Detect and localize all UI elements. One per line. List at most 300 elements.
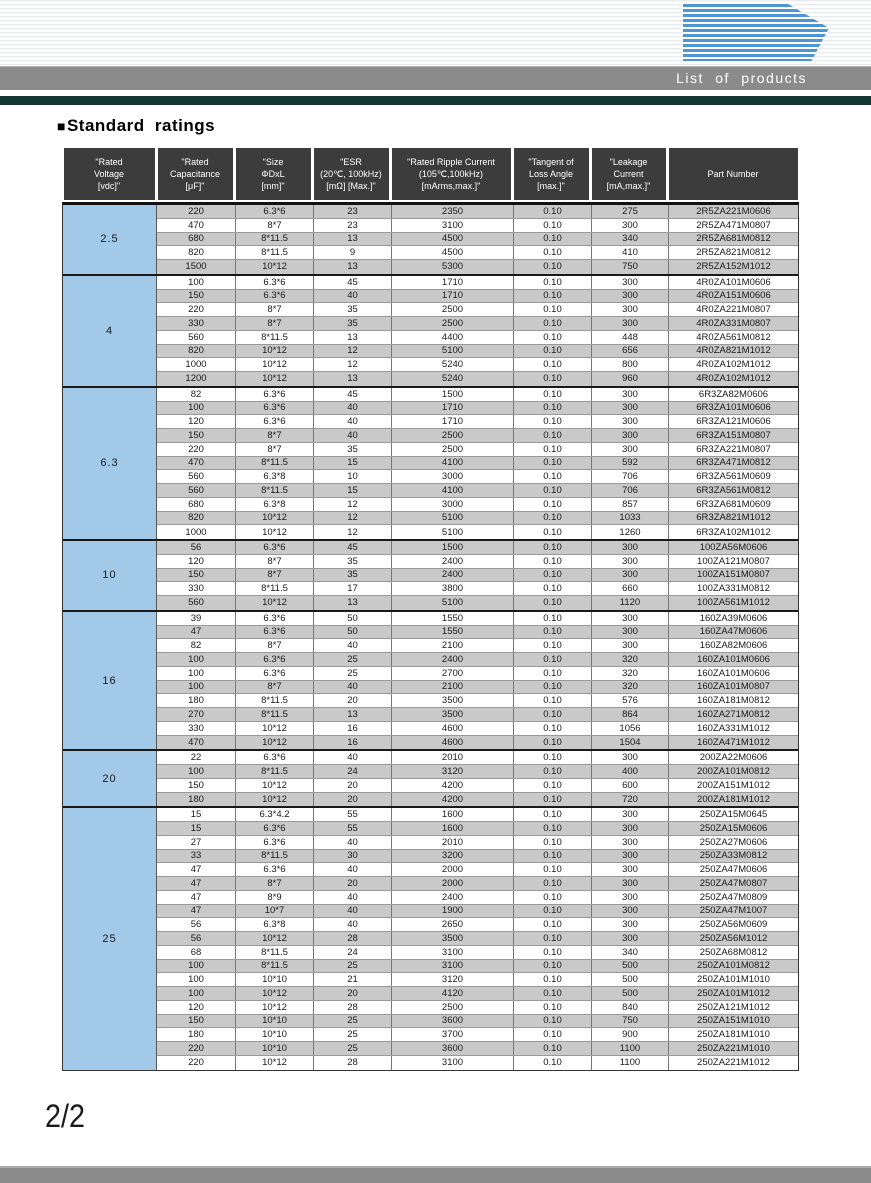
table-cell: 2000 <box>391 877 513 890</box>
table-cell: 160ZA331M1012 <box>668 722 798 735</box>
table-cell: 2100 <box>391 639 513 652</box>
table-cell: 10*12 <box>235 779 313 792</box>
table-cell: 1000 <box>185 359 207 371</box>
table-row <box>157 205 798 219</box>
table-cell: 0.10 <box>513 582 591 595</box>
table-cell: 0.10 <box>513 722 591 735</box>
table-cell: 320 <box>591 667 668 680</box>
table-cell: 0.10 <box>513 918 591 931</box>
table-cell: 4R0ZA331M0807 <box>668 317 798 330</box>
table-cell: 0.10 <box>513 736 591 750</box>
table-cell: 750 <box>591 1015 668 1028</box>
table-cell: 0.10 <box>513 1028 591 1041</box>
table-cell: 0.10 <box>513 639 591 652</box>
table-cell: 320 <box>591 653 668 666</box>
table-cell: 560 <box>188 484 204 496</box>
table-cell: 28 <box>313 1056 391 1070</box>
table-cell: 300 <box>591 555 668 568</box>
table-cell: 1710 <box>391 415 513 428</box>
table-cell: 4200 <box>391 779 513 792</box>
table-cell: 300 <box>591 415 668 428</box>
table-cell: 35 <box>313 443 391 456</box>
table-cell: 160ZA181M0812 <box>668 694 798 707</box>
table-cell: 0.10 <box>513 498 591 511</box>
table-cell: 0.10 <box>513 626 591 639</box>
table-cell: 2R5ZA821M0812 <box>668 246 798 259</box>
table-cell: 220 <box>188 304 204 316</box>
table-cell: 8*7 <box>235 569 313 582</box>
voltage-cell: 10 <box>63 541 157 610</box>
table-cell: 1504 <box>591 736 668 750</box>
table-cell: 6.3*6 <box>235 751 313 764</box>
table-cell: 0.10 <box>513 708 591 721</box>
table-cell: 10*12 <box>235 736 313 750</box>
table-cell: 2400 <box>391 891 513 904</box>
table-cell: 1100 <box>591 1056 668 1070</box>
table-cell: 0.10 <box>513 765 591 778</box>
table-cell: 250ZA27M0606 <box>668 836 798 849</box>
table-row <box>157 850 798 864</box>
table-cell: 0.10 <box>513 443 591 456</box>
column-header-tangent-loss-angle: "Tangent of Loss Angle [max.]" <box>512 148 590 200</box>
table-cell: 6R3ZA151M0807 <box>668 429 798 442</box>
table-cell: 55 <box>313 808 391 821</box>
table-cell: 4R0ZA821M1012 <box>668 345 798 358</box>
table-cell: 8*11.5 <box>235 694 313 707</box>
table-cell: 15 <box>190 822 202 834</box>
table-cell: 3000 <box>391 470 513 483</box>
table-cell: 6.3*6 <box>235 402 313 415</box>
table-row <box>157 429 798 443</box>
table-row <box>157 470 798 484</box>
table-cell: 40 <box>313 905 391 918</box>
table-cell: 20 <box>313 987 391 1000</box>
table-cell: 0.10 <box>513 850 591 863</box>
table-cell: 6.3*6 <box>235 388 313 401</box>
table-cell: 0.10 <box>513 1042 591 1055</box>
table-cell: 300 <box>591 317 668 330</box>
table-cell: 0.10 <box>513 303 591 316</box>
table-cell: 2700 <box>391 667 513 680</box>
table-cell: 500 <box>591 960 668 973</box>
table-row <box>157 793 798 807</box>
table-cell: 160ZA271M0812 <box>668 708 798 721</box>
table-row <box>157 918 798 932</box>
table-cell: 250ZA15M0645 <box>668 808 798 821</box>
table-cell: 150 <box>188 779 204 791</box>
table-row <box>157 569 798 583</box>
table-cell: 47 <box>190 864 202 876</box>
table-cell: 20 <box>313 779 391 792</box>
table-cell: 6R3ZA121M0606 <box>668 415 798 428</box>
table-cell: 750 <box>591 260 668 274</box>
table-cell: 23 <box>313 219 391 232</box>
table-cell: 8*11.5 <box>235 484 313 497</box>
table-cell: 300 <box>591 932 668 945</box>
table-cell: 250ZA181M1010 <box>668 1028 798 1041</box>
table-cell: 4R0ZA221M0807 <box>668 303 798 316</box>
table-cell: 6R3ZA101M0606 <box>668 402 798 415</box>
table-cell: 0.10 <box>513 260 591 274</box>
table-cell: 0.10 <box>513 808 591 821</box>
table-cell: 2500 <box>391 1001 513 1014</box>
table-cell: 40 <box>313 751 391 764</box>
table-cell: 10*7 <box>235 905 313 918</box>
table-cell: 23 <box>313 205 391 218</box>
table-row <box>157 891 798 905</box>
page-title <box>57 116 215 136</box>
table-cell: 3120 <box>391 765 513 778</box>
column-header-rated-voltage: "Rated Voltage [vdc]" <box>62 148 156 200</box>
table-row <box>157 233 798 247</box>
table-cell: 3500 <box>391 694 513 707</box>
table-cell: 300 <box>591 863 668 876</box>
table-cell: 180 <box>188 695 204 707</box>
table-cell: 1033 <box>591 512 668 525</box>
table-cell: 40 <box>313 681 391 694</box>
table-cell: 5100 <box>391 345 513 358</box>
table-cell: 300 <box>591 822 668 835</box>
table-cell: 8*11.5 <box>235 850 313 863</box>
table-cell: 250ZA47M0809 <box>668 891 798 904</box>
table-cell: 10*12 <box>235 372 313 386</box>
table-cell: 0.10 <box>513 470 591 483</box>
table-cell: 3500 <box>391 932 513 945</box>
table-cell: 300 <box>591 612 668 625</box>
table-cell: 6.3*6 <box>235 541 313 554</box>
table-cell: 1500 <box>391 388 513 401</box>
table-cell: 45 <box>313 541 391 554</box>
table-cell: 8*11.5 <box>235 765 313 778</box>
table-cell: 25 <box>313 1042 391 1055</box>
table-cell: 3200 <box>391 850 513 863</box>
table-row <box>157 681 798 695</box>
table-row <box>157 1042 798 1056</box>
table-row <box>157 987 798 1001</box>
table-row <box>157 863 798 877</box>
table-cell: 330 <box>188 722 204 734</box>
table-cell: 8*7 <box>235 877 313 890</box>
table-cell: 0.10 <box>513 415 591 428</box>
table-cell: 6R3ZA681M0609 <box>668 498 798 511</box>
table-row <box>157 1056 798 1070</box>
table-cell: 8*11.5 <box>235 708 313 721</box>
table-cell: 706 <box>591 484 668 497</box>
table-cell: 706 <box>591 470 668 483</box>
table-cell: 200ZA151M1012 <box>668 779 798 792</box>
table-cell: 5240 <box>391 358 513 371</box>
table-cell: 8*7 <box>235 429 313 442</box>
table-cell: 28 <box>313 1001 391 1014</box>
table-row <box>157 402 798 416</box>
table-cell: 8*11.5 <box>235 960 313 973</box>
table-cell: 330 <box>188 317 204 329</box>
table-cell: 4500 <box>391 233 513 246</box>
table-cell: 8*9 <box>235 891 313 904</box>
table-cell: 0.10 <box>513 681 591 694</box>
table-cell: 15 <box>313 457 391 470</box>
table-cell: 400 <box>591 765 668 778</box>
table-cell: 250ZA47M1007 <box>668 905 798 918</box>
table-cell: 35 <box>313 555 391 568</box>
table-cell: 15 <box>190 809 202 821</box>
table-cell: 100 <box>188 974 204 986</box>
table-cell: 820 <box>188 512 204 524</box>
table-cell: 12 <box>313 358 391 371</box>
table-row <box>157 596 798 610</box>
table-row <box>157 905 798 919</box>
table-cell: 720 <box>591 793 668 807</box>
table-cell: 560 <box>188 471 204 483</box>
table-cell: 5100 <box>391 512 513 525</box>
table-cell: 10*12 <box>235 987 313 1000</box>
table-cell: 0.10 <box>513 233 591 246</box>
table-cell: 22 <box>190 752 202 764</box>
table-cell: 55 <box>313 822 391 835</box>
column-header-esr: "ESR (20℃, 100kHz) [mΩ] [Max.]" <box>312 148 390 200</box>
table-cell: 10 <box>313 470 391 483</box>
table-cell: 180 <box>188 1029 204 1041</box>
table-cell: 680 <box>188 233 204 245</box>
table-cell: 250ZA33M0812 <box>668 850 798 863</box>
table-cell: 300 <box>591 905 668 918</box>
table-cell: 6R3ZA561M0812 <box>668 484 798 497</box>
table-cell: 320 <box>591 681 668 694</box>
table-cell: 330 <box>188 583 204 595</box>
table-cell: 6R3ZA471M0812 <box>668 457 798 470</box>
table-cell: 0.10 <box>513 1015 591 1028</box>
green-divider-bar <box>0 96 871 105</box>
table-cell: 10*10 <box>235 1028 313 1041</box>
table-cell: 8*7 <box>235 555 313 568</box>
table-cell: 1200 <box>185 373 207 385</box>
table-cell: 800 <box>591 358 668 371</box>
table-cell: 100 <box>188 402 204 414</box>
table-cell: 250ZA56M0609 <box>668 918 798 931</box>
table-cell: 300 <box>591 402 668 415</box>
table-cell: 25 <box>313 960 391 973</box>
table-row <box>157 932 798 946</box>
table-cell: 100 <box>188 987 204 999</box>
table-cell: 6R3ZA561M0609 <box>668 470 798 483</box>
table-cell: 2400 <box>391 555 513 568</box>
column-header-size: "Size ΦDxL [mm]" <box>234 148 312 200</box>
table-cell: 6.3*6 <box>235 612 313 625</box>
table-cell: 8*7 <box>235 639 313 652</box>
table-cell: 5100 <box>391 596 513 610</box>
table-cell: 820 <box>188 345 204 357</box>
table-cell: 220 <box>188 1057 204 1069</box>
table-cell: 40 <box>313 836 391 849</box>
table-cell: 3100 <box>391 1056 513 1070</box>
table-cell: 35 <box>313 303 391 316</box>
table-cell: 40 <box>313 415 391 428</box>
table-cell: 4200 <box>391 793 513 807</box>
table-cell: 4120 <box>391 987 513 1000</box>
table-cell: 6.3*6 <box>235 667 313 680</box>
table-cell: 120 <box>188 416 204 428</box>
table-cell: 300 <box>591 836 668 849</box>
table-cell: 8*11.5 <box>235 331 313 344</box>
table-cell: 900 <box>591 1028 668 1041</box>
table-cell: 150 <box>188 290 204 302</box>
table-cell: 0.10 <box>513 973 591 986</box>
table-cell: 250ZA47M0807 <box>668 877 798 890</box>
table-cell: 47 <box>190 877 202 889</box>
table-cell: 25 <box>313 653 391 666</box>
table-cell: 40 <box>313 639 391 652</box>
table-cell: 100ZA331M0812 <box>668 582 798 595</box>
table-cell: 300 <box>591 877 668 890</box>
table-cell: 27 <box>190 836 202 848</box>
table-cell: 82 <box>190 388 202 400</box>
page-number: 2/2 <box>45 1098 86 1134</box>
table-cell: 40 <box>313 402 391 415</box>
section-header-bar <box>0 66 871 90</box>
table-row <box>157 779 798 793</box>
table-row <box>157 626 798 640</box>
table-cell: 4100 <box>391 484 513 497</box>
page-title-text: Standard ratings <box>66 116 216 135</box>
table-cell: 3100 <box>391 219 513 232</box>
table-cell: 0.10 <box>513 694 591 707</box>
table-cell: 275 <box>591 205 668 218</box>
table-cell: 47 <box>190 626 202 638</box>
table-row <box>157 582 798 596</box>
table-cell: 6.3*6 <box>235 653 313 666</box>
table-cell: 0.10 <box>513 205 591 218</box>
voltage-group-20 <box>63 751 798 808</box>
table-cell: 1710 <box>391 276 513 289</box>
table-cell: 0.10 <box>513 891 591 904</box>
table-cell: 0.10 <box>513 905 591 918</box>
table-cell: 0.10 <box>513 317 591 330</box>
table-cell: 220 <box>188 443 204 455</box>
footer-bar <box>0 1166 871 1183</box>
table-cell: 2R5ZA221M0606 <box>668 205 798 218</box>
table-cell: 250ZA56M1012 <box>668 932 798 945</box>
voltage-group-25 <box>63 808 798 1069</box>
table-cell: 840 <box>591 1001 668 1014</box>
table-cell: 3100 <box>391 946 513 959</box>
table-cell: 250ZA101M1010 <box>668 973 798 986</box>
table-cell: 160ZA471M1012 <box>668 736 798 750</box>
table-cell: 8*7 <box>235 443 313 456</box>
table-cell: 2400 <box>391 569 513 582</box>
table-row <box>157 457 798 471</box>
table-cell: 5100 <box>391 525 513 539</box>
table-cell: 100ZA561M1012 <box>668 596 798 610</box>
table-row <box>157 1001 798 1015</box>
voltage-group-10 <box>63 541 798 612</box>
table-row <box>157 736 798 750</box>
table-row <box>157 946 798 960</box>
table-cell: 300 <box>591 443 668 456</box>
table-cell: 300 <box>591 751 668 764</box>
table-cell: 100ZA121M0807 <box>668 555 798 568</box>
voltage-cell: 20 <box>63 751 157 806</box>
table-cell: 1550 <box>391 612 513 625</box>
table-cell: 250ZA68M0812 <box>668 946 798 959</box>
table-cell: 100 <box>188 681 204 693</box>
table-cell: 56 <box>190 932 202 944</box>
table-cell: 40 <box>313 863 391 876</box>
table-cell: 3700 <box>391 1028 513 1041</box>
voltage-cell: 25 <box>63 808 157 1069</box>
table-row <box>157 219 798 233</box>
table-row <box>157 388 798 402</box>
table-cell: 13 <box>313 708 391 721</box>
table-cell: 3100 <box>391 960 513 973</box>
table-cell: 40 <box>313 429 391 442</box>
table-cell: 40 <box>313 290 391 303</box>
table-cell: 0.10 <box>513 541 591 554</box>
table-cell: 3120 <box>391 973 513 986</box>
table-cell: 15 <box>313 484 391 497</box>
table-cell: 13 <box>313 596 391 610</box>
table-cell: 10*12 <box>235 345 313 358</box>
table-row <box>157 303 798 317</box>
table-cell: 4R0ZA151M0606 <box>668 290 798 303</box>
table-cell: 0.10 <box>513 877 591 890</box>
table-cell: 16 <box>313 722 391 735</box>
table-row <box>157 973 798 987</box>
table-cell: 45 <box>313 388 391 401</box>
voltage-group-4 <box>63 276 798 388</box>
table-row <box>157 541 798 555</box>
table-row <box>157 331 798 345</box>
table-cell: 300 <box>591 219 668 232</box>
voltage-group-16 <box>63 612 798 752</box>
table-cell: 100 <box>188 765 204 777</box>
table-cell: 8*11.5 <box>235 946 313 959</box>
table-cell: 24 <box>313 765 391 778</box>
table-cell: 4600 <box>391 722 513 735</box>
table-cell: 150 <box>188 1015 204 1027</box>
table-cell: 56 <box>190 541 202 553</box>
table-cell: 250ZA47M0606 <box>668 863 798 876</box>
table-cell: 857 <box>591 498 668 511</box>
table-cell: 40 <box>313 918 391 931</box>
table-cell: 28 <box>313 932 391 945</box>
table-cell: 200ZA22M0606 <box>668 751 798 764</box>
table-cell: 1600 <box>391 822 513 835</box>
table-cell: 10*12 <box>235 793 313 807</box>
table-cell: 100 <box>188 653 204 665</box>
table-row <box>157 525 798 539</box>
voltage-cell: 6.3 <box>63 388 157 539</box>
table-cell: 1710 <box>391 290 513 303</box>
table-cell: 1600 <box>391 808 513 821</box>
table-cell: 0.10 <box>513 276 591 289</box>
table-cell: 660 <box>591 582 668 595</box>
table-cell: 6.3*8 <box>235 470 313 483</box>
table-cell: 500 <box>591 973 668 986</box>
table-cell: 100 <box>188 960 204 972</box>
table-cell: 300 <box>591 541 668 554</box>
table-cell: 45 <box>313 276 391 289</box>
table-row <box>157 512 798 526</box>
table-row <box>157 694 798 708</box>
table-cell: 340 <box>591 946 668 959</box>
table-cell: 1710 <box>391 402 513 415</box>
table-cell: 2400 <box>391 653 513 666</box>
table-cell: 600 <box>591 779 668 792</box>
table-cell: 0.10 <box>513 555 591 568</box>
table-cell: 2010 <box>391 751 513 764</box>
table-cell: 6.3*6 <box>235 863 313 876</box>
table-cell: 6.3*8 <box>235 498 313 511</box>
